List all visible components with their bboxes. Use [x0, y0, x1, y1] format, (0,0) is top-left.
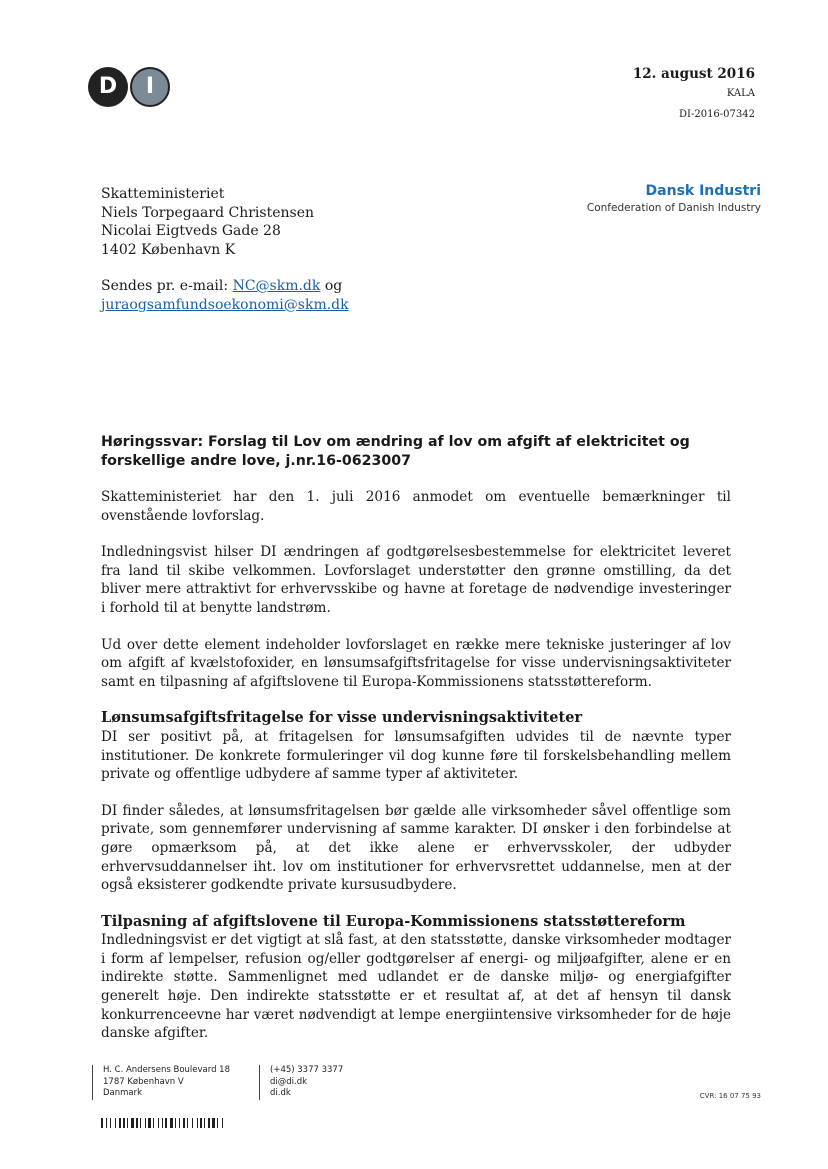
email-line — [101, 277, 349, 314]
section-heading: Tilpasning af afgiftslovene til Europa-Kommissionens statsstøttereform — [101, 912, 686, 930]
section-state-aid — [101, 913, 731, 1043]
email-link-nc[interactable]: NC@skm.dk — [232, 278, 321, 294]
barcode-bar — [210, 1118, 211, 1128]
letter-meta — [633, 66, 755, 120]
barcode-bar — [223, 1118, 224, 1128]
footer-phone: (+45) 3377 3377 — [270, 1065, 344, 1075]
barcode-bar — [179, 1118, 180, 1128]
body-paragraph: Indledningsvist er det vigtigt at slå fast, at den statsstøtte, danske virksomheder modtager i form af lempelser, refusion og/eller godtgørelser af energi- og miljøafgifter, alene er en indirekte støtte. Sammenlignet med udlandet er de danske miljø- og energiafgifter generelt høje. Den indirekte statsstøtte er et resultat af, at det af hensyn til dansk konkurrenceevne har været nødvendigt at lempe energiintensive virksomheder for de høje danske afgifter. — [101, 932, 731, 1042]
barcode-bar — [192, 1118, 193, 1128]
recipient-line: Niels Torpegaard Christensen — [101, 204, 315, 221]
body-paragraph: Skatteministeriet har den 1. juli 2016 anmodet om eventuelle bemærkninger til ovenstående lovforslag. — [101, 489, 731, 524]
barcode-bar — [159, 1118, 161, 1128]
body-paragraph: DI ser positivt på, at fritagelsen for lønsumsafgiften udvides til de nævnte typer institutioner. De konkrete formuleringer vil dog kunne føre til forskelsbehandling mellem private og offentlige udbydere af samme typer af aktiviteter. — [101, 728, 731, 783]
barcode-bar — [121, 1118, 122, 1128]
barcode-bar — [153, 1118, 154, 1128]
email-joiner: og — [320, 278, 343, 294]
author-initials: KALA — [726, 88, 755, 99]
section-heading: Lønsumsafgiftsfritagelse for visse undervisningsaktiviteter — [101, 709, 583, 727]
footer-cvr: CVR: 16 07 75 93 — [699, 1092, 761, 1100]
barcode-bar — [115, 1118, 116, 1128]
email-link-jura[interactable]: juraogsamfundsoekonomi@skm.dk — [101, 296, 349, 313]
barcode-bar — [140, 1118, 141, 1128]
barcode-bar — [165, 1118, 167, 1128]
footer-line: H. C. Andersens Boulevard 18 — [103, 1065, 230, 1075]
brand-name: Dansk Industri — [645, 183, 761, 199]
barcode-bar — [198, 1118, 199, 1128]
di-logo — [88, 67, 174, 107]
body-paragraph: Ud over dette element indeholder lovforslaget en række mere tekniske justeringer af lov om afgift af kvælstofoxider, en lønsumsafgiftsfritagelse for visse undervisningsaktiviteter samt en tilpasning af afgiftslovene til Europa-Kommissionens statsstøttereform. — [101, 636, 731, 690]
reference-number: DI-2016-07342 — [679, 109, 755, 120]
email-prefix: Sendes pr. e-mail: — [101, 278, 233, 294]
body-paragraph: Indledningsvist hilser DI ændringen af godtgørelsesbestemmelse for elektricitet leveret fra land til skibe velkommen. Lovforslaget understøtter den grønne omstilling, da det bliver mere attraktivt for erhvervsskibe og havne at foretage de nødvendige investeringer i forhold til at benytte landstrøm. — [101, 544, 731, 616]
recipient-address — [101, 185, 314, 259]
footer-line: 1787 København V — [103, 1076, 184, 1087]
letter-subject: Høringssvar: Forslag til Lov om ændring af lov om afgift af elektricitet og forskellige andre love, j.nr.16-0623007 — [101, 434, 690, 469]
barcode-bar — [204, 1118, 205, 1128]
footer-address — [92, 1065, 230, 1100]
barcode-bar — [134, 1118, 135, 1128]
barcode-bar — [146, 1118, 147, 1128]
brand-subtitle: Confederation of Danish Industry — [586, 202, 761, 214]
footer-web[interactable]: di.dk — [270, 1088, 291, 1098]
barcode-bar — [185, 1118, 186, 1128]
letter-date: 12. august 2016 — [632, 66, 755, 82]
logo-letter-d: D — [88, 67, 128, 107]
footer-contact — [259, 1065, 343, 1100]
barcode-bar — [101, 1118, 103, 1128]
recipient-line: 1402 København K — [101, 241, 236, 258]
footer-line: Danmark — [103, 1088, 143, 1098]
recipient-line: Nicolai Eigtveds Gade 28 — [101, 223, 281, 239]
barcode — [101, 1118, 225, 1128]
brand-block — [587, 183, 761, 214]
letter-body — [101, 488, 731, 1061]
body-paragraph: DI finder således, at lønsumsfritagelsen bør gælde alle virksomheder såvel offentlige som private, som gennemfører undervisning af samme karakter. DI ønsker i den forbindelse at gøre opmærksom på, at det ikke alene er erhvervsskoler, der udbyder erhvervsuddannelser iht. lov om institutioner for erhvervsrettet uddannelse, men at der også eksisterer godkendte private kursusudbydere. — [101, 802, 731, 894]
section-payroll-tax — [101, 709, 731, 783]
recipient-line: Skatteministeriet — [101, 186, 225, 202]
logo-letter-i: I — [130, 67, 170, 107]
footer-email[interactable]: di@di.dk — [270, 1076, 308, 1087]
barcode-bar — [107, 1118, 109, 1128]
barcode-bar — [127, 1118, 128, 1128]
barcode-bar — [173, 1118, 174, 1128]
barcode-bar — [217, 1118, 218, 1128]
